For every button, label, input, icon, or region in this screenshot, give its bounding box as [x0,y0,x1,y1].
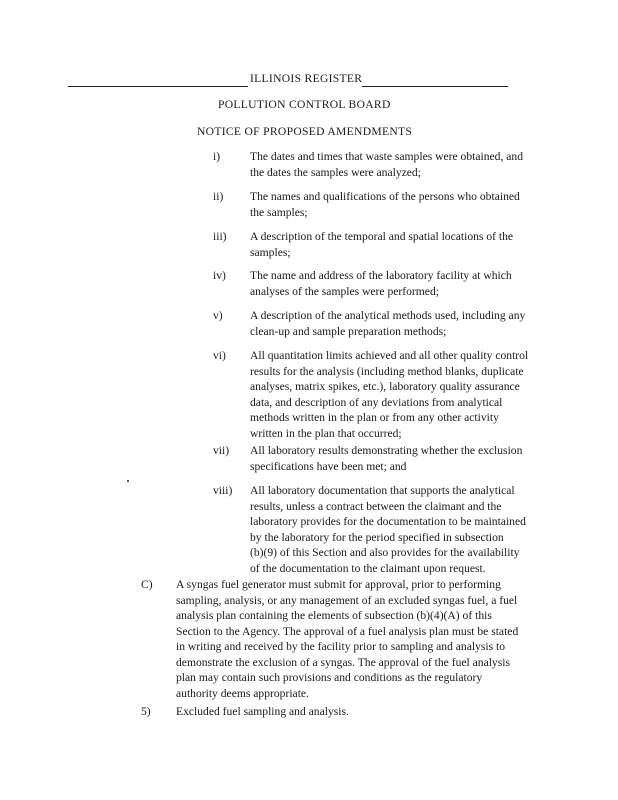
item-line: (b)(9) of this Section and also provides for the availability [250,546,520,559]
item-line: All quantitation limits achieved and all other quality control [250,349,529,362]
item-line: The dates and times that waste samples were obtained, and [250,150,524,163]
item-line: A description of the temporal and spatial locations of the [250,230,514,243]
item-line: data, and description of any deviations from analytical [250,395,503,409]
item-line: clean-up and sample preparation methods; [250,324,447,338]
item-text [250,443,550,474]
item-text [250,348,550,441]
item-text [176,577,526,701]
item-text [250,229,550,260]
item-line: Excluded fuel sampling and analysis. [176,705,349,718]
item-number: i) [213,150,221,163]
item-line: A syngas fuel generator must submit for approval, prior to performing [176,578,501,591]
item-text [250,308,550,339]
item-number: vi) [213,349,226,362]
item-line: written in the plan that occurred; [250,426,402,440]
item-line: plan may contain such provisions and conditions as the regulatory [176,671,483,684]
item-line: All laboratory documentation that supports the analytical [250,484,515,497]
item-line: results for the analysis (including method blanks, duplicate [250,364,524,378]
item-line: A description of the analytical methods used, including any [250,309,526,322]
item-number: v) [213,309,223,322]
item-line: analyses, matrix spikes, etc.), laboratory quality assurance [250,380,520,393]
item-number: iii) [213,230,227,243]
notice-title: NOTICE OF PROPOSED AMENDMENTS [197,125,413,138]
item-line: analyses of the samples were performed; [250,284,439,298]
item-line: results, unless a contract between the claimant and the [250,499,502,513]
item-number: viii) [213,484,233,497]
item-text [250,268,550,299]
register-title: ILLINOIS REGISTER [250,72,363,85]
item-line: The names and qualifications of the persons who obtained [250,190,520,203]
item-line: the dates the samples were analyzed; [250,165,421,179]
item-text [250,149,550,180]
item-line: specifications have been met; and [250,459,407,473]
item-text [250,483,550,576]
board-title: POLLUTION CONTROL BOARD [218,98,391,111]
item-text [250,189,550,220]
item-line: The name and address of the laboratory facility at which [250,269,512,282]
scan-speck [127,480,129,482]
item-line: demonstrate the exclusion of a syngas. The approval of the fuel analysis [176,655,510,669]
item-line: laboratory provides for the documentation to be maintained [250,515,526,528]
item-text [176,704,526,720]
item-line: of the documentation to the claimant upon request. [250,561,486,575]
item-number: vii) [213,444,230,457]
header-rule-right [362,86,508,87]
item-line: All laboratory results demonstrating whether the exclusion [250,444,523,457]
item-line: the samples; [250,205,308,219]
item-number: ii) [213,190,224,203]
item-line: Section to the Agency. The approval of a fuel analysis plan must be stated [176,624,519,638]
item-number: iv) [213,269,226,282]
item-number: 5) [141,705,151,718]
item-line: sampling, analysis, or any management of an excluded syngas fuel, a fuel [176,593,518,607]
item-line: samples; [250,245,291,259]
item-number: C) [141,578,153,591]
item-line: by the laboratory for the period specified in subsection [250,530,504,544]
item-line: authority deems appropriate. [176,686,309,700]
item-line: methods written in the plan or from any other activity [250,411,499,424]
item-line: analysis plan containing the elements of subsection (b)(4)(A) of this [176,609,492,622]
item-line: in writing and received by the facility prior to sampling and analysis to [176,640,506,653]
header-rule-left [68,86,248,87]
